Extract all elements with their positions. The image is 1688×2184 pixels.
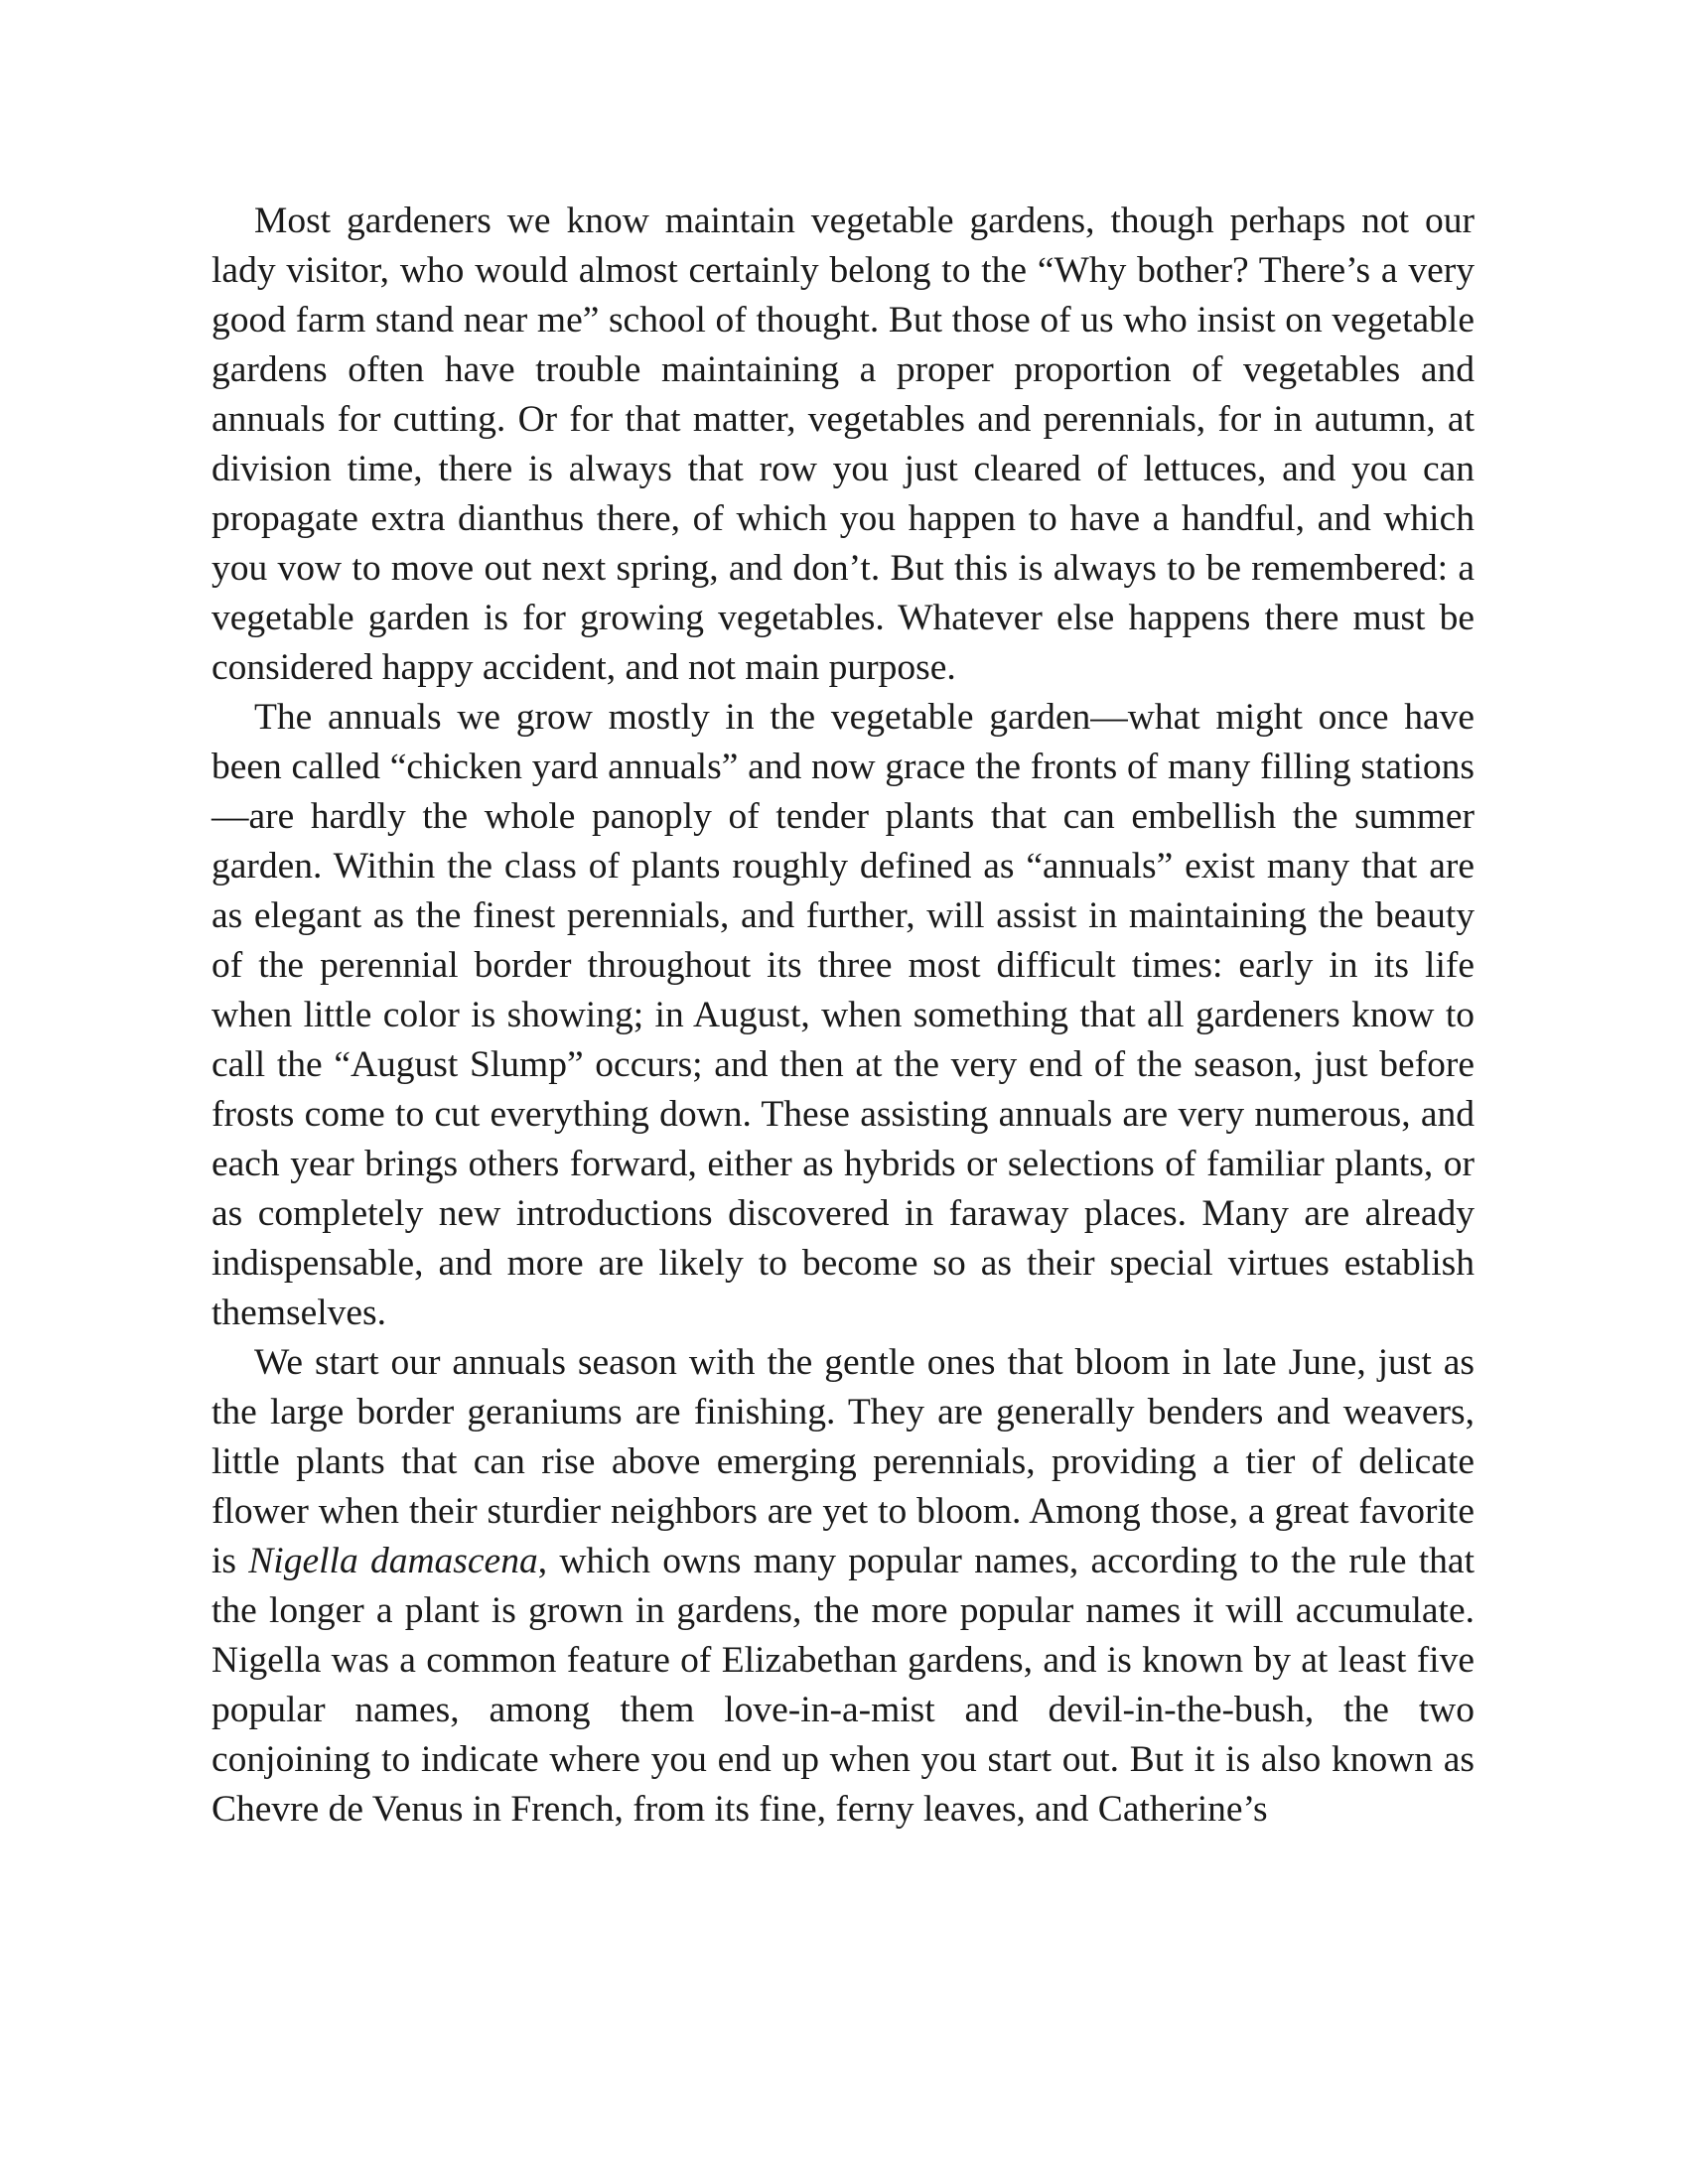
paragraph-3-text-after: , which owns many popular names, according to the rule that the longer a plant is grown in gardens, the more popular names it will accumulate. Nigella was a common feature of Elizabethan gardens, and is known by at least five popular names, among them love-in-a-mist and devil-in-the-bush, the two conjoining to indicate where you end up when you start out. But it is also known as Chevre de Venus in French, from its fine, ferny leaves, and Catherine’s bbox=[211, 1541, 1475, 1830]
paragraph-1: Most gardeners we know maintain vegetable gardens, though perhaps not our lady visitor, who would almost certainly belong to the “Why bother? There’s a very good farm stand near me” school of thought. But those of us who insist on vegetable gardens often have trouble maintaining a proper proportion of vegetables and annuals for cutting. Or for that matter, vegetables and perennials, for in autumn, at division time, there is always that row you just cleared of lettuces, and you can propagate extra dianthus there, of which you happen to have a handful, and which you vow to move out next spring, and don’t. But this is always to be remembered: a vegetable garden is for growing vegetables. Whatever else happens there must be considered happy accident, and not main purpose. bbox=[211, 201, 1475, 688]
paragraph-3-text-before: We start our annuals season with the gentle ones that bloom in late June, just as the large border geraniums are finishing. They are generally benders and weavers, little plants that can rise above emerging perennials, providing a tier of delicate flower when their sturdier neighbors are yet to bloom. Among those, a great favorite is bbox=[211, 1342, 1475, 1581]
paragraph-2: The annuals we grow mostly in the vegetable garden—what might once have been called “chicken yard annuals” and now grace the fronts of many filling stations—are hardly the whole panoply of tender plants that can embellish the summer garden. Within the class of plants roughly defined as “annuals” exist many that are as elegant as the finest perennials, and further, will assist in maintaining the beauty of the perennial border throughout its three most difficult times: early in its life when little color is showing; in August, when something that all gardeners know to call the “August Slump” occurs; and then at the very end of the season, just before frosts come to cut everything down. These assisting annuals are very numerous, and each year brings others forward, either as hybrids or selections of familiar plants, or as completely new introductions discovered in faraway places. Many are already indispensable, and more are likely to become so as their special virtues establish themselves. bbox=[211, 697, 1475, 1333]
page-body bbox=[211, 197, 1475, 1835]
paragraph-3-italic-species-name: Nigella damascena bbox=[248, 1541, 538, 1581]
paragraph-3 bbox=[211, 1338, 1475, 1835]
